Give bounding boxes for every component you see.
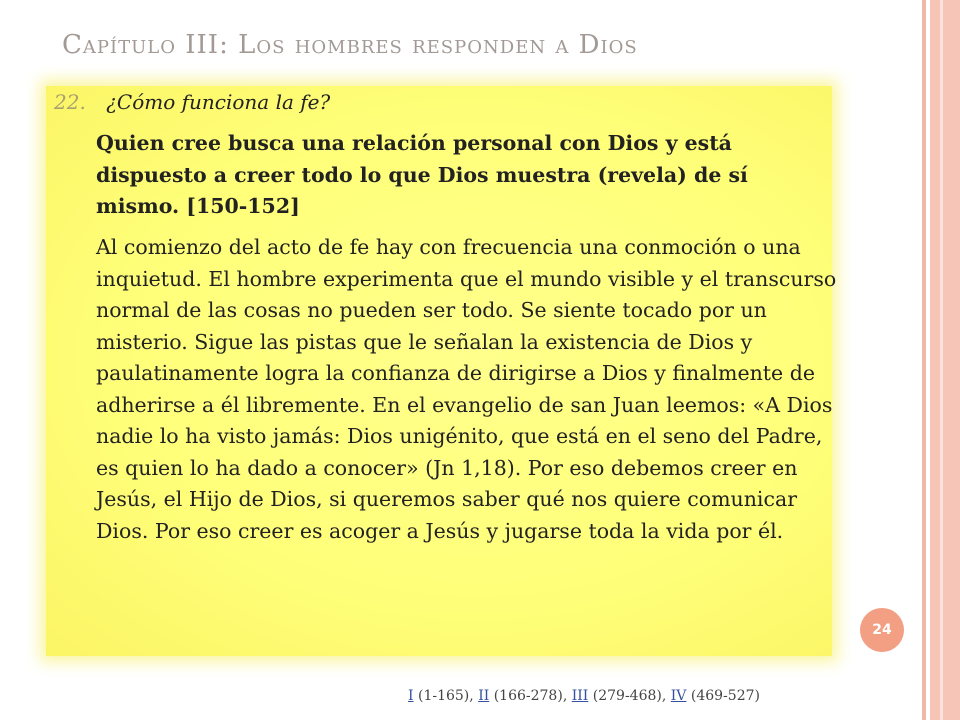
footer-range-iv: (469-527)	[690, 688, 760, 704]
footer-range-ii: (166-278)	[493, 688, 563, 704]
side-stripe-wide	[930, 0, 960, 720]
footer-section-links: I (1-165), II (166-278), III (279-468), IV (469-527)	[408, 688, 760, 704]
footer-link-i[interactable]: I	[408, 688, 414, 704]
page-number-badge: 24	[860, 608, 904, 652]
slide-title: Capítulo III: Los hombres responden a Dios	[62, 30, 638, 60]
footer-range-iii: (279-468)	[592, 688, 662, 704]
footer-link-iv[interactable]: IV	[670, 688, 687, 704]
question-row	[54, 90, 330, 114]
footer-range-i: (1-165)	[417, 688, 470, 704]
answer-text: Quien cree busca una relación personal con Dios y está dispuesto a creer todo lo que Dios muestra (revela) de sí mismo. [150-152]	[96, 131, 748, 218]
body-paragraph: Al comienzo del acto de fe hay con frecuencia una conmoción o una inquietud. El hombre experimenta que el mundo visible y el transcurso normal de las cosas no pueden ser todo. Se siente tocado por un misterio. Sigue las pistas que le señalan la existencia de Dios y paulatinamente logra la confianza de dirigirse a Dios y finalmente de adherirse a él libremente. En el evangelio de san Juan leemos: «A Dios nadie lo ha visto jamás: Dios unigénito, que está en el seno del Padre, es quien lo ha dado a conocer» (Jn 1,18). Por eso debemos creer en Jesús, el Hijo de Dios, si queremos saber qué nos quiere comunicar Dios. Por eso creer es acoger a Jesús y jugarse toda la vida por él.	[96, 235, 837, 543]
highlighted-content-box	[46, 86, 837, 656]
side-stripe-highlight	[940, 0, 943, 720]
question-text: ¿Cómo funciona la fe?	[106, 90, 331, 114]
footer-link-ii[interactable]: II	[478, 688, 490, 704]
side-stripe-thin	[922, 0, 926, 720]
question-number: 22.	[54, 90, 86, 114]
footer-link-iii[interactable]: III	[571, 688, 589, 704]
